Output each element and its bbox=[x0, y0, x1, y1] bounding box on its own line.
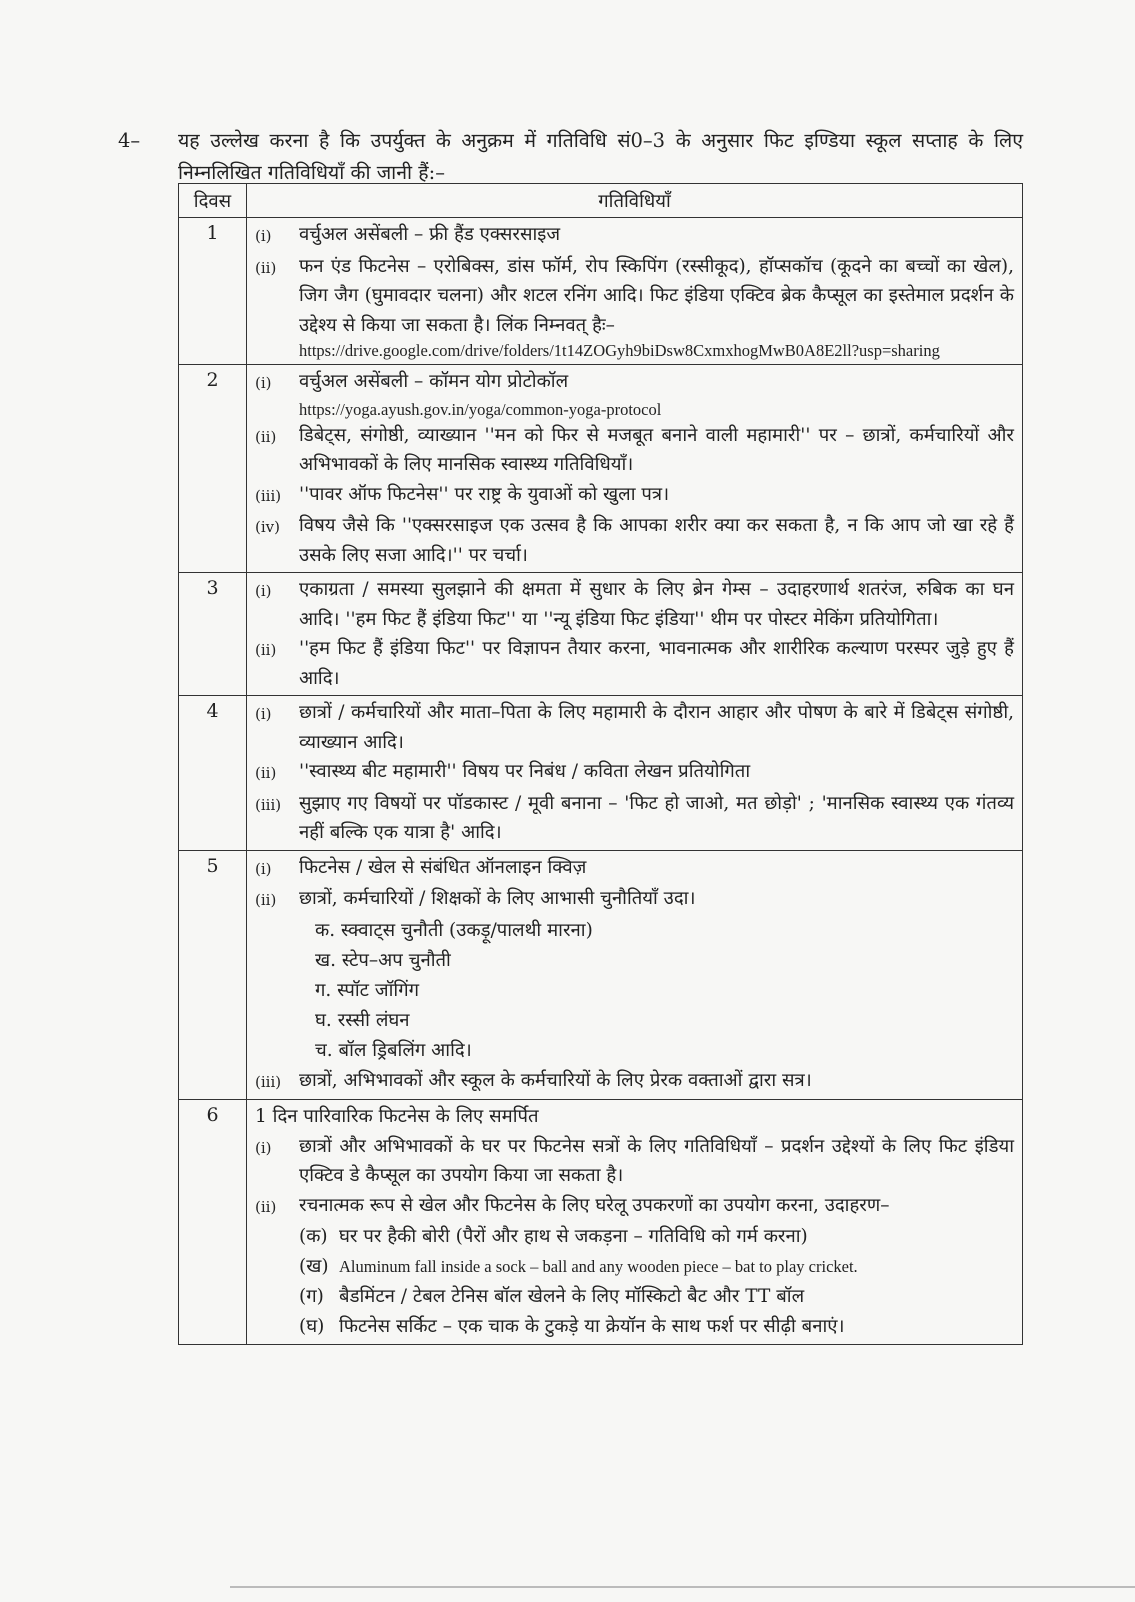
list-item bbox=[255, 789, 1014, 848]
activities-cell bbox=[247, 218, 1023, 365]
list-item bbox=[255, 853, 1014, 885]
item-text: छात्रों, कर्मचारियों / शिक्षकों के लिए आभासी चुनौतियाँ उदा। bbox=[299, 888, 696, 909]
day-number: 2 bbox=[179, 365, 247, 573]
sub-item: च. बॉल ड्रिबलिंग आदि। bbox=[315, 1039, 472, 1061]
item-text: वर्चुअल असेंबली – कॉमन योग प्रोटोकॉल bbox=[299, 371, 569, 392]
list-item bbox=[255, 511, 1014, 570]
drive-link[interactable]: https://drive.google.com/drive/folders/1t14ZOGyh9biDsw8CxmxhogMwB0A8E2ll?usp=sharing bbox=[299, 341, 940, 360]
item-text: छात्रों, अभिभावकों और स्कूल के कर्मचारियों के लिए प्रेरक वक्ताओं द्वारा सत्र। bbox=[299, 1069, 812, 1091]
paragraph-text: यह उल्लेख करना है कि उपर्युक्त के अनुक्रम में गतिविधि सं0–3 के अनुसार फिट इण्डिया स्कूल सप्ताह के लिए निम्नलिखित गतिविधियाँ की जानी हैं:– bbox=[178, 129, 1023, 184]
item-number: (i) bbox=[255, 705, 272, 723]
table-row bbox=[179, 1100, 1023, 1345]
item-number: (iv) bbox=[255, 518, 280, 536]
activities-cell bbox=[247, 696, 1023, 851]
sub-item-label: (क) bbox=[299, 1226, 328, 1247]
sub-item bbox=[255, 1312, 1014, 1342]
header-day: दिवस bbox=[179, 184, 247, 218]
day-intro: 1 दिन पारिवारिक फिटनेस के लिए समर्पित bbox=[255, 1106, 539, 1127]
item-number: (ii) bbox=[255, 764, 277, 782]
activities-table bbox=[178, 183, 1023, 1345]
sub-item-label: (ग) bbox=[299, 1286, 324, 1307]
sub-item-label: (घ) bbox=[299, 1316, 325, 1337]
sub-item: घ. रस्सी लंघन bbox=[315, 1009, 410, 1031]
item-number: (iii) bbox=[255, 486, 282, 505]
item-number: (ii) bbox=[255, 641, 277, 659]
list-item bbox=[255, 634, 1014, 693]
item-text: ''हम फिट हैं इंडिया फिट'' पर विज्ञापन तैयार करना, भावनात्मक और शारीरिक कल्याण परस्पर जुड़े हुए हैं आदि। bbox=[299, 638, 1014, 689]
day-number: 3 bbox=[179, 573, 247, 696]
activities-cell bbox=[247, 573, 1023, 696]
item-number: (i) bbox=[255, 859, 272, 878]
list-item bbox=[255, 480, 1014, 512]
table-row bbox=[179, 573, 1023, 696]
yoga-link[interactable]: https://yoga.ayush.gov.in/yoga/common-yoga-protocol bbox=[299, 399, 662, 419]
item-number: (i) bbox=[255, 374, 272, 392]
table-header-row bbox=[179, 184, 1023, 218]
item-number: (i) bbox=[255, 1138, 272, 1157]
day-number: 6 bbox=[179, 1100, 247, 1345]
table-row bbox=[179, 365, 1023, 573]
sub-item-text: घर पर हैकी बोरी (पैरों और हाथ से जकड़ना – गतिविधि को गर्म करना) bbox=[339, 1226, 808, 1247]
item-text: विषय जैसे कि ''एक्सरसाइज एक उत्सव है कि आपका शरीर क्या कर सकता है, न कि आप जो खा रहे हैं उसके लिए सजा आदि।'' पर चर्चा। bbox=[299, 515, 1014, 566]
item-text: ''स्वास्थ्य बीट महामारी'' विषय पर निबंध / कविता लेखन प्रतियोगिता bbox=[299, 761, 751, 782]
item-number: (iii) bbox=[255, 795, 282, 814]
item-number: (ii) bbox=[255, 427, 277, 446]
list-item bbox=[255, 757, 1014, 789]
activities-cell bbox=[247, 1100, 1023, 1345]
list-item bbox=[255, 575, 1014, 634]
table-row bbox=[179, 850, 1023, 1100]
sub-item-text: बैडमिंटन / टेबल टेनिस बॉल खेलने के लिए मॉस्किटो बैट और TT बॉल bbox=[339, 1286, 805, 1307]
list-item bbox=[255, 421, 1014, 480]
item-text: डिबेट्स, संगोष्ठी, व्याख्यान ''मन को फिर से मजबूत बनाने वाली महामारी'' पर – छात्रों, कर्मचारियों और अभिभावकों के लिए मानसिक स्वास्थ्य गतिविधियाँ। bbox=[299, 424, 1014, 475]
item-text: सुझाए गए विषयों पर पॉडकास्ट / मूवी बनाना – 'फिट हो जाओ, मत छोड़ो' ; 'मानसिक स्वास्थ्य एक गंतव्य नहीं बल्कि एक यात्रा है' आदि। bbox=[299, 792, 1014, 843]
item-text: एकाग्रता / समस्या सुलझाने की क्षमता में सुधार के लिए ब्रेन गेम्स – उदाहरणार्थ शतरंज, रुबिक का घन आदि। ''हम फिट हैं इंडिया फिट'' या ''न्यू इंडिया फिट इंडिया'' थीम पर पोस्टर मेकिंग प्रतियोगिता। bbox=[299, 579, 1014, 630]
sub-item: क. स्क्वाट्स चुनौती (उकड़ू/पालथी मारना) bbox=[315, 919, 593, 941]
item-number: (iii) bbox=[255, 1072, 282, 1091]
item-number: (ii) bbox=[255, 1197, 277, 1216]
paragraph-number: 4– bbox=[118, 129, 141, 152]
list-item bbox=[255, 1066, 1014, 1098]
sub-item: ग. स्पॉट जॉगिंग bbox=[315, 979, 420, 1001]
list-item bbox=[255, 1191, 1014, 1223]
list-item bbox=[255, 252, 1014, 341]
header-activities: गतिविधियाँ bbox=[247, 184, 1023, 218]
item-number: (ii) bbox=[255, 258, 277, 277]
list-item bbox=[255, 220, 1014, 252]
list-item bbox=[255, 1132, 1014, 1191]
table-row bbox=[179, 218, 1023, 365]
item-text: छात्रों और अभिभावकों के घर पर फिटनेस सत्रों के लिए गतिविधियाँ – प्रदर्शन उद्देश्यों के लिए फिट इंडिया एक्टिव डे कैप्सूल का उपयोग किया जा सकता है। bbox=[299, 1135, 1014, 1186]
list-item bbox=[255, 367, 1014, 399]
sub-item: ख. स्टेप–अप चुनौती bbox=[315, 949, 451, 971]
sub-item-label: (ख) bbox=[299, 1256, 329, 1277]
item-number: (i) bbox=[255, 582, 272, 600]
day-number: 1 bbox=[179, 218, 247, 365]
day-number: 4 bbox=[179, 696, 247, 851]
sub-item bbox=[255, 1222, 1014, 1252]
item-text: वर्चुअल असेंबली – फ्री हैंड एक्सरसाइज bbox=[299, 224, 561, 245]
item-text: फन एंड फिटनेस – एरोबिक्स, डांस फॉर्म, रोप स्किपिंग (रस्सीकूद), हॉप्सकॉच (कूदने का बच्चों का खेल), जिग जैग (घुमावदार चलना) और शटल रनिंग आदि। फिट इंडिया एक्टिव ब्रेक कैप्सूल का इस्तेमाल प्रदर्शन के उद्देश्य से किया जा सकता है। लिंक निम्नवत् हैः– bbox=[299, 255, 1014, 336]
item-text: रचनात्मक रूप से खेल और फिटनेस के लिए घरेलू उपकरणों का उपयोग करना, उदाहरण– bbox=[299, 1194, 890, 1216]
item-number: (i) bbox=[255, 227, 272, 245]
list-item bbox=[255, 698, 1014, 757]
table-row bbox=[179, 696, 1023, 851]
activities-cell bbox=[247, 850, 1023, 1100]
item-text: फिटनेस / खेल से संबंधित ऑनलाइन क्विज़ bbox=[299, 856, 587, 878]
activities-cell bbox=[247, 365, 1023, 573]
list-item bbox=[255, 884, 1014, 916]
item-number: (ii) bbox=[255, 891, 277, 909]
item-text: छात्रों / कर्मचारियों और माता–पिता के लिए महामारी के दौरान आहार और पोषण के बारे में डिबेट्स संगोष्ठी, व्याख्यान आदि। bbox=[299, 702, 1014, 753]
sub-item-text: Aluminum fall inside a sock – ball and any wooden piece – bat to play cricket. bbox=[339, 1257, 858, 1276]
item-text: ''पावर ऑफ फिटनेस'' पर राष्ट्र के युवाओं को खुला पत्र। bbox=[299, 483, 670, 505]
sub-item bbox=[255, 1282, 1014, 1312]
day-number: 5 bbox=[179, 850, 247, 1100]
sub-item bbox=[255, 1252, 1014, 1282]
sub-item-text: फिटनेस सर्किट – एक चाक के टुकड़े या क्रेयॉन के साथ फर्श पर सीढ़ी बनाएं। bbox=[339, 1316, 845, 1337]
